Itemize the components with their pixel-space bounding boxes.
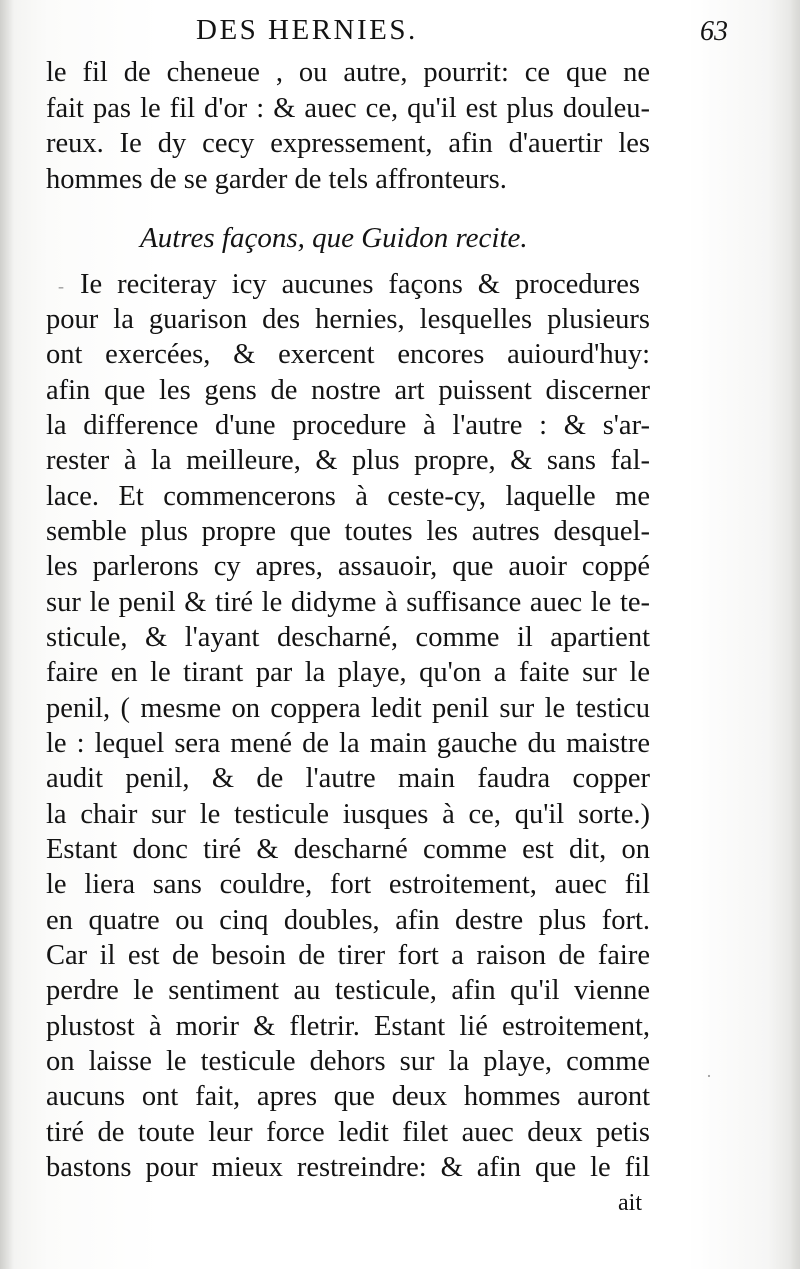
text-line: Ie reciteray icy aucunes façons & procedures [80, 269, 640, 300]
text-line: perdre le sentiment au testicule, afin qu'il vienne [46, 975, 650, 1006]
section-title: Autres façons, que Guidon recite. [140, 222, 528, 254]
text-line: les parlerons cy apres, assauoir, que auoir coppé [46, 551, 650, 582]
page-edge-shadow-left [0, 0, 14, 1269]
margin-ink-speck: · [706, 1066, 712, 1086]
page-number: 63 [700, 16, 728, 47]
text-line: Car il est de besoin de tirer fort a raison de faire [46, 940, 650, 971]
text-line: le liera sans couldre, fort estroitement, auec fil [46, 869, 650, 900]
text-line: audit penil, & de l'autre main faudra copper [46, 763, 650, 794]
page-edge-shadow-right [790, 0, 800, 1269]
text-line: reux. Ie dy cecy expressement, afin d'auertir les [46, 128, 650, 159]
text-line: plustost à morir & fletrir. Estant lié estroitement, [46, 1011, 650, 1042]
text-line: bastons pour mieux restreindre: & afin que le fil [46, 1152, 650, 1183]
text-line: afin que les gens de nostre art puissent discerner [46, 375, 650, 406]
text-line: on laisse le testicule dehors sur la playe, comme [46, 1046, 650, 1077]
text-line: la chair sur le testicule iusques à ce, qu'il sorte.) [46, 799, 650, 830]
text-line: le fil de cheneue , ou autre, pourrit: ce que ne [46, 57, 650, 88]
text-line: sticule, & l'ayant descharné, comme il apartient [46, 622, 650, 653]
text-line: aucuns ont fait, apres que deux hommes auront [46, 1081, 650, 1112]
text-line: semble plus propre que toutes les autres desquel- [46, 516, 650, 547]
text-line: en quatre ou cinq doubles, afin destre plus fort. [46, 905, 650, 936]
text-line: fait pas le fil d'or : & auec ce, qu'il est plus douleu- [46, 93, 650, 124]
text-line: faire en le tirant par la playe, qu'on a faite sur le [46, 657, 650, 688]
text-line: tiré de toute leur force ledit filet auec deux petis [46, 1117, 650, 1148]
text-line: Estant donc tiré & descharné comme est dit, on [46, 834, 650, 865]
text-line: rester à la meilleure, & plus propre, & sans fal- [46, 445, 650, 476]
text-line: ont exercées, & exercent encores auiourd'huy: [46, 339, 650, 370]
text-line: sur le penil & tiré le didyme à suffisance auec le te- [46, 587, 650, 618]
text-line: lace. Et commencerons à ceste-cy, laquelle me [46, 481, 650, 512]
margin-dash-mark: - [58, 276, 64, 296]
text-line: le : lequel sera mené de la main gauche du maistre [46, 728, 650, 759]
catchword: ait [618, 1190, 642, 1216]
text-line: la difference d'une procedure à l'autre : & s'ar- [46, 410, 650, 441]
text-line: hommes de se garder de tels affronteurs. [46, 164, 507, 195]
text-line: pour la guarison des hernies, lesquelles plusieurs [46, 304, 650, 335]
running-title: DES HERNIES. [196, 14, 418, 46]
text-line: penil, ( mesme on coppera ledit penil sur le testicu [46, 693, 650, 724]
